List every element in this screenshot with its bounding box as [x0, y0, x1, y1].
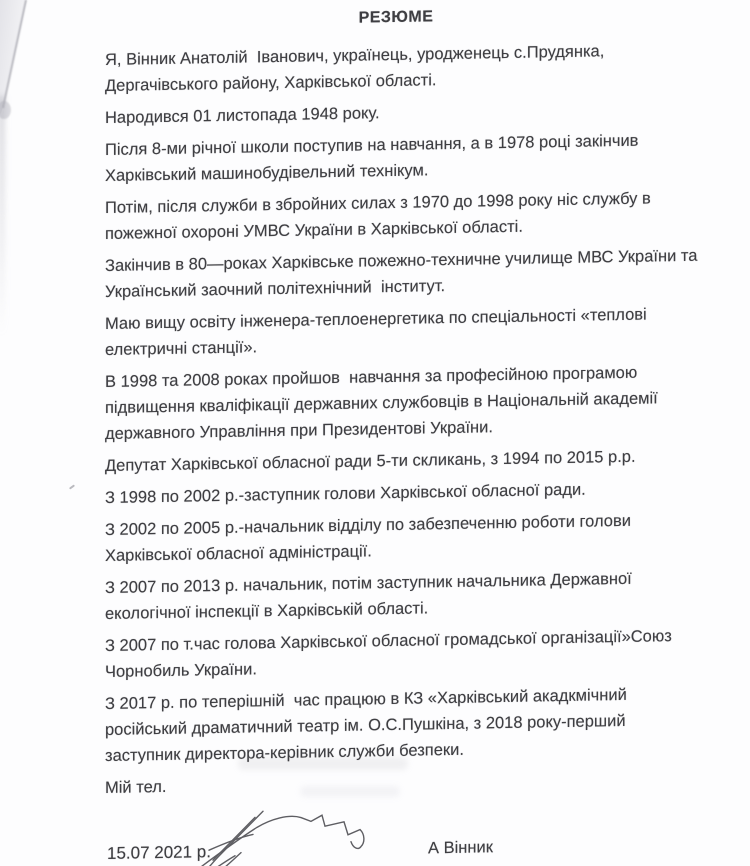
- date-label: 15.07 2021 р.: [107, 842, 211, 863]
- paragraph: [105, 565, 687, 627]
- paragraph: [105, 301, 687, 363]
- document-content: [105, 0, 698, 866]
- signature-block: [105, 797, 687, 866]
- text-line: Після 8-ми річної школи поступив на навчання, а в 1978 році закінчив: [105, 131, 639, 159]
- paragraph: [105, 243, 698, 305]
- paragraph: [105, 95, 687, 131]
- text-line: підвищення кваліфікації державних службовців в Національній академії: [105, 389, 658, 417]
- text-line: заступник директора-керівник служби безпеки.: [105, 740, 464, 765]
- text-line: державного Управління при Президентові України.: [105, 418, 493, 443]
- text-line: Депутат Харківської обласної ради 5-ти скликань, з 1994 по 2015 р.р.: [105, 447, 636, 475]
- paragraph: [105, 37, 687, 99]
- text-line: Маю вищу освіту інженера-теплоенергетика по спеціальності «теплові: [105, 305, 647, 333]
- paragraph: [105, 623, 687, 685]
- paragraph: [105, 127, 687, 189]
- page-fold-corner: [0, 0, 60, 135]
- text-line: Потім, після служби в збройних силах з 1970 до 1998 року ніс службу в: [105, 189, 651, 217]
- scan-edge-shadow: [0, 96, 5, 336]
- text-line: В 1998 та 2008 роках пройшов навчання за професійною програмою: [105, 363, 638, 391]
- paragraph: [105, 507, 687, 569]
- text-line: Закінчив в 80—роках Харківське пожежно-техничне училище МВС України та: [105, 246, 698, 275]
- paragraph: [105, 475, 687, 511]
- scan-artifact: [69, 484, 75, 489]
- paragraph: [105, 443, 687, 479]
- paragraph: [105, 359, 687, 447]
- text-line: З 2007 по т.час голова Харківської обласної громадської організації»Союз: [105, 627, 672, 655]
- text-line: Український заочний політехнічний інститут.: [105, 277, 446, 301]
- paragraph: [105, 681, 687, 769]
- paragraph: [105, 765, 687, 801]
- text-line: Харківської обласної адміністрації.: [105, 542, 372, 565]
- document-title: РЕЗЮМЕ: [358, 8, 434, 27]
- text-line: Харківський машинобудівельний технікум.: [105, 161, 429, 185]
- text-line: З 2002 по 2005 р.-начальник відділу по забезпеченню роботи голови: [105, 511, 631, 539]
- paragraph: [105, 185, 687, 247]
- signature: [193, 807, 378, 866]
- text-line: Мій тел.: [105, 777, 167, 797]
- text-line: пожежної охороні УМВС України в Харківської області.: [105, 217, 523, 243]
- signatory-name: А Вінник: [428, 838, 493, 858]
- text-line: З 2007 по 2013 р. начальник, потім заступник начальника Державної: [105, 569, 632, 597]
- text-line: Чорнобиль України.: [105, 660, 257, 681]
- text-line: Я, Вінник Анатолій Іванович, українець, уродженець с.Прудянка,: [105, 42, 605, 69]
- text-line: З 1998 по 2002 р.-заступник голови Харківської обласної ради.: [105, 480, 586, 507]
- text-line: російський драматичний театр ім. О.С.Пушкіна, з 2018 року-перший: [105, 711, 626, 739]
- text-line: З 2017 р. по теперішній час працюю в КЗ «Харківський акадкмічний: [105, 685, 627, 713]
- text-line: Дергачівського району, Харківської області.: [105, 71, 437, 95]
- text-line: екологічної інспекції в Харківській області.: [105, 599, 429, 623]
- document-body: [105, 37, 698, 801]
- text-line: електричні станції».: [105, 338, 258, 359]
- text-line: Народився 01 листопада 1948 року.: [105, 104, 380, 127]
